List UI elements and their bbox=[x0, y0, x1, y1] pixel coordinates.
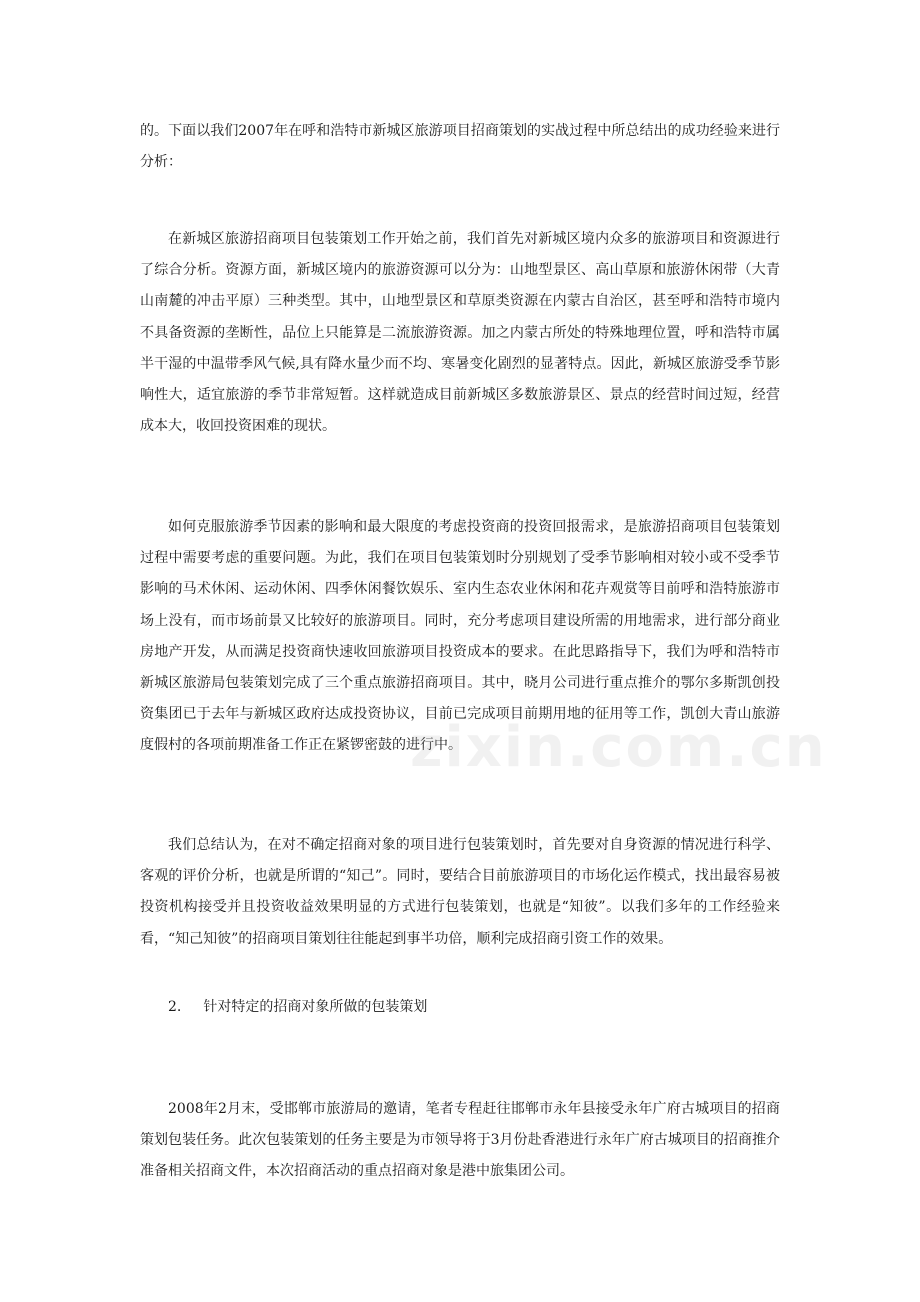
paragraph-summary: 我们总结认为，在对不确定招商对象的项目进行包装策划时，首先要对自身资源的情况进行科学、客观的评价分析，也就是所谓的“知己”。同时，要结合目前旅游项目的市场化运作模式，找出最容易被投资机构接受并且投资收益效果明显的方式进行包装策划，也就是“知彼”。以我们多年的工作经验来看，“知己知彼”的招商项目策划往往能起到事半功倍，顺利完成招商引资工作的效果。 bbox=[140, 837, 780, 947]
paragraph-seasonal-strategy: 如何克服旅游季节因素的影响和最大限度的考虑投资商的投资回报需求，是旅游招商项目包装策划过程中需要考虑的重要问题。为此，我们在项目包装策划时分别规划了受季节影响相对较小或不受季节影响的马术休闲、运动休闲、四季休闲餐饮娱乐、室内生态农业休闲和花卉观赏等目前呼和浩特旅游市场上没有，而市场前景又比较好的旅游项目。同时，充分考虑项目建设所需的用地需求，进行部分商业房地产开发，从而满足投资商快速收回旅游项目投资成本的要求。在此思路指导下，我们为呼和浩特市新城区旅游局包装策划完成了三个重点旅游招商项目。其中，晓月公司进行重点推介的鄂尔多斯凯创投资集团已于去年与新城区政府达成投资协议，目前已完成项目前期用地的征用等工作，凯创大青山旅游度假村的各项前期准备工作正在紧锣密鼓的进行中。 bbox=[140, 519, 780, 754]
paragraph-handan-project: 2008年2月末，受邯郸市旅游局的邀请，笔者专程赶往邯郸市永年县接受永年广府古城项目的招商策划包装任务。此次包装策划的任务主要是为市领导将于3月份赴香港进行永年广府古城项目的招商推介准备相关招商文件，本次招商活动的重点招商对象是港中旅集团公司。 bbox=[140, 1101, 780, 1180]
section-title: 针对特定的招商对象所做的包装策划 bbox=[203, 999, 428, 1015]
watermark-logo: zixin.com.cn bbox=[410, 715, 827, 780]
paragraph-resource-analysis: 在新城区旅游招商项目包装策划工作开始之前，我们首先对新城区境内众多的旅游项目和资源进行了综合分析。资源方面，新城区境内的旅游资源可以分为：山地型景区、高山草原和旅游休闲带（大青山南麓的冲击平原）三种类型。其中，山地型景区和草原类资源在内蒙古自治区，甚至呼和浩特市境内不具备资源的垄断性，品位上只能算是二流旅游资源。加之内蒙古所处的特殊地理位置，呼和浩特市属半干湿的中温带季风气候,具有降水量少而不均、寒暑变化剧烈的显著特点。因此，新城区旅游受季节影响性大，适宜旅游的季节非常短暂。这样就造成目前新城区多数旅游景区、景点的经营时间过短，经营成本大，收回投资困难的现状。 bbox=[140, 231, 780, 435]
paragraph-intro-continuation: 的。下面以我们2007年在呼和浩特市新城区旅游项目招商策划的实战过程中所总结出的成功经验来进行分析： bbox=[140, 123, 780, 171]
section-number: 2. bbox=[168, 999, 182, 1015]
section-heading bbox=[168, 992, 768, 1023]
